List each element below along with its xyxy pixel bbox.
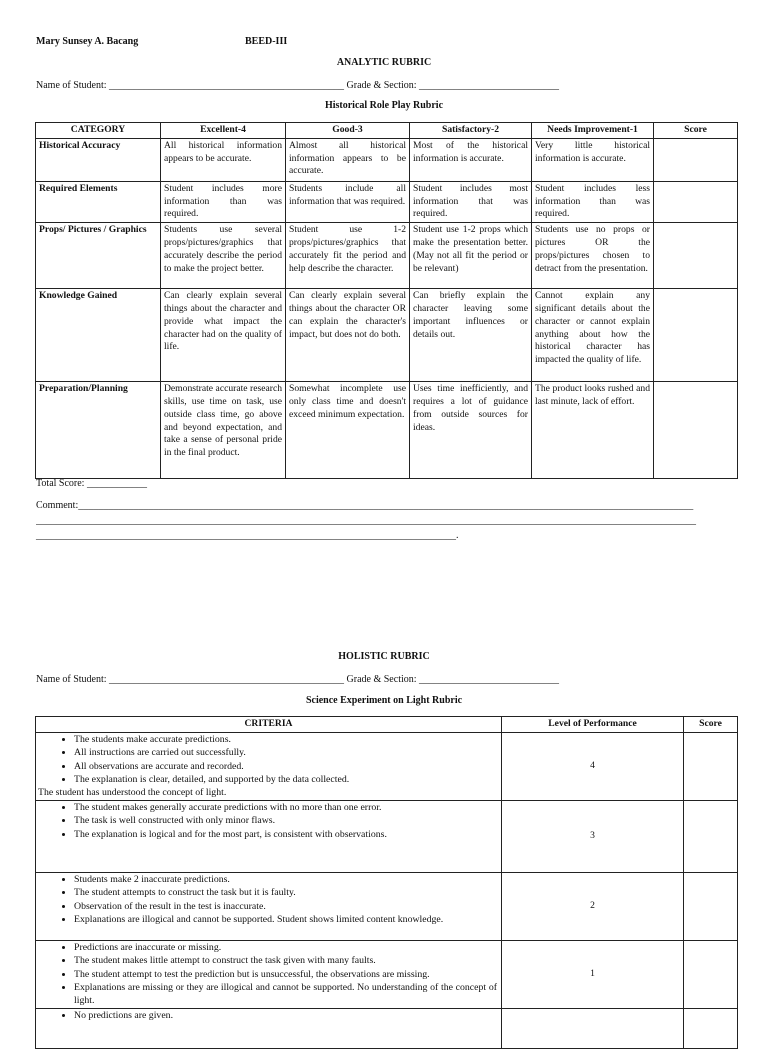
holistic-row [36,940,738,1008]
criteria-item: • The task is well constructed with only minor flaws. [74,814,497,827]
criteria-item: • All instructions are carried out successfully. [74,746,497,759]
criterion-cell: Can briefly explain the character leaving some important influences or details out. [410,289,532,382]
criteria-item: • Students make 2 inaccurate predictions. [74,873,497,886]
analytic-row [36,223,738,289]
analytic-name-line: Name of Student: _______________________________________________ Grade & Section: ____________________________ [36,80,560,91]
score-cell[interactable] [654,289,738,382]
criteria-list [38,873,497,927]
criteria-cell [36,872,502,940]
criterion-cell: The product looks rushed and last minute, lack of effort. [532,382,654,479]
criterion-cell: All historical information appears to be accurate. [161,138,286,181]
holistic-row [36,872,738,940]
category-cell: Historical Accuracy [36,138,161,181]
category-cell: Required Elements [36,181,161,222]
criterion-cell: Demonstrate accurate research skills, use time on task, use outside class time, go above and beyond expectation, and take a sense of personal pride in the final product. [161,382,286,479]
col-header-level: Level of Performance [502,717,684,733]
comment-line-1: Comment:___________________________________________________________________________________________________________________________ [36,500,694,511]
student-author-name: Mary Sunsey A. Bacang [36,36,139,47]
holistic-header-row [36,717,738,733]
category-cell: Props/ Pictures / Graphics [36,223,161,289]
criterion-cell: Student includes less information than was required. [532,181,654,222]
criterion-cell: Can clearly explain several things about the character OR can explain the character's impact, but does not do both. [286,289,410,382]
holistic-score-cell[interactable] [684,940,738,1008]
holistic-table-title: Science Experiment on Light Rubric [305,695,463,706]
holistic-score-cell[interactable] [684,1008,738,1048]
criterion-cell: Students include all information that was required. [286,181,410,222]
comment-line-2: ____________________________________________________________________________________________________________________________________ [36,515,696,526]
criteria-item: • The student attempts to construct the task but it is faulty. [74,886,497,899]
comment-line-3: ____________________________________________________________________________________. [36,530,459,541]
criteria-item: • Explanations are illogical and cannot be supported. Student shows limited content knowledge. [74,913,497,926]
criterion-cell: Somewhat incomplete use only class time and doesn't exceed minimum expectation. [286,382,410,479]
criteria-item: • The student makes generally accurate predictions with no more than one error. [74,801,497,814]
criteria-item: • The student attempt to test the prediction but is unsuccessful, the observations are missing. [74,968,497,981]
criteria-item: • Explanations are missing or they are illogical and cannot be supported. No understanding of the concept of light. [74,981,497,1008]
col-header-category: CATEGORY [36,123,161,139]
criterion-cell: Very little historical information is accurate. [532,138,654,181]
holistic-name-line: Name of Student: _______________________________________________ Grade & Section: ____________________________ [36,674,560,685]
analytic-row [36,138,738,181]
analytic-rubric-title: ANALYTIC RUBRIC [336,57,432,68]
criterion-cell: Most of the historical information is accurate. [410,138,532,181]
criteria-cell [36,800,502,872]
criterion-cell: Students use several props/pictures/graphics that accurately describe the period to make the project better. [161,223,286,289]
holistic-row [36,732,738,800]
category-cell: Knowledge Gained [36,289,161,382]
analytic-header-row [36,123,738,139]
analytic-row [36,181,738,222]
score-cell[interactable] [654,382,738,479]
col-header-satisfactory: Satisfactory-2 [410,123,532,139]
criterion-cell: Student includes most information that was required. [410,181,532,222]
holistic-score-cell[interactable] [684,732,738,800]
holistic-rubric-table [35,716,738,1049]
criterion-cell: Cannot explain any significant details about the character or cannot explain anything about how the historical character has impacted the quality of life. [532,289,654,382]
level-cell [502,1008,684,1048]
level-cell: 1 [502,940,684,1008]
total-score-line: Total Score: ____________ [36,478,147,489]
col-header-good: Good-3 [286,123,410,139]
criteria-list [38,941,497,1008]
criteria-item: • The explanation is logical and for the most part, is consistent with observations. [74,828,497,841]
criteria-list [38,733,497,787]
criteria-item: • Predictions are inaccurate or missing. [74,941,497,954]
holistic-score-cell[interactable] [684,800,738,872]
criterion-cell: Student use 1-2 props which make the presentation better. (May not all fit the period or be relevant) [410,223,532,289]
holistic-row [36,800,738,872]
col-header-holistic-score: Score [684,717,738,733]
criterion-cell: Student use 1-2 props/pictures/graphics that accurately fit the period and help describe the character. [286,223,410,289]
analytic-rubric-table [35,122,738,479]
course-label: BEED-III [245,36,288,47]
col-header-criteria: CRITERIA [36,717,502,733]
criteria-item: • All observations are accurate and recorded. [74,760,497,773]
holistic-score-cell[interactable] [684,872,738,940]
analytic-row [36,382,738,479]
col-header-needs-improvement: Needs Improvement-1 [532,123,654,139]
criteria-item: • Observation of the result in the test is inaccurate. [74,900,497,913]
criterion-cell: Uses time inefficiently, and requires a lot of guidance from outside sources for ideas. [410,382,532,479]
holistic-rubric-title: HOLISTIC RUBRIC [338,651,430,662]
criterion-cell: Can clearly explain several things about the character and provide what impact the character had on the quality of life. [161,289,286,382]
criteria-item: • The students make accurate predictions. [74,733,497,746]
criteria-item: • The explanation is clear, detailed, and supported by the data collected. [74,773,497,786]
level-cell: 4 [502,732,684,800]
criteria-item: • The student makes little attempt to construct the task given with many faults. [74,954,497,967]
criteria-list [38,801,497,841]
criterion-cell: Student includes more information than was required. [161,181,286,222]
criterion-cell: Almost all historical information appears to be accurate. [286,138,410,181]
criteria-list [38,1009,497,1022]
level-cell: 3 [502,800,684,872]
criteria-cell [36,940,502,1008]
score-cell[interactable] [654,223,738,289]
criteria-summary: The student has understood the concept of light. [38,787,227,799]
criterion-cell: Students use no props or pictures OR the props/pictures chosen to detract from the presentation. [532,223,654,289]
col-header-excellent: Excellent-4 [161,123,286,139]
category-cell: Preparation/Planning [36,382,161,479]
score-cell[interactable] [654,138,738,181]
score-cell[interactable] [654,181,738,222]
holistic-row [36,1008,738,1048]
analytic-row [36,289,738,382]
criteria-cell [36,732,502,800]
level-cell: 2 [502,872,684,940]
col-header-score: Score [654,123,738,139]
analytic-table-title: Historical Role Play Rubric [324,100,444,111]
criteria-cell [36,1008,502,1048]
criteria-item: • No predictions are given. [74,1009,497,1022]
